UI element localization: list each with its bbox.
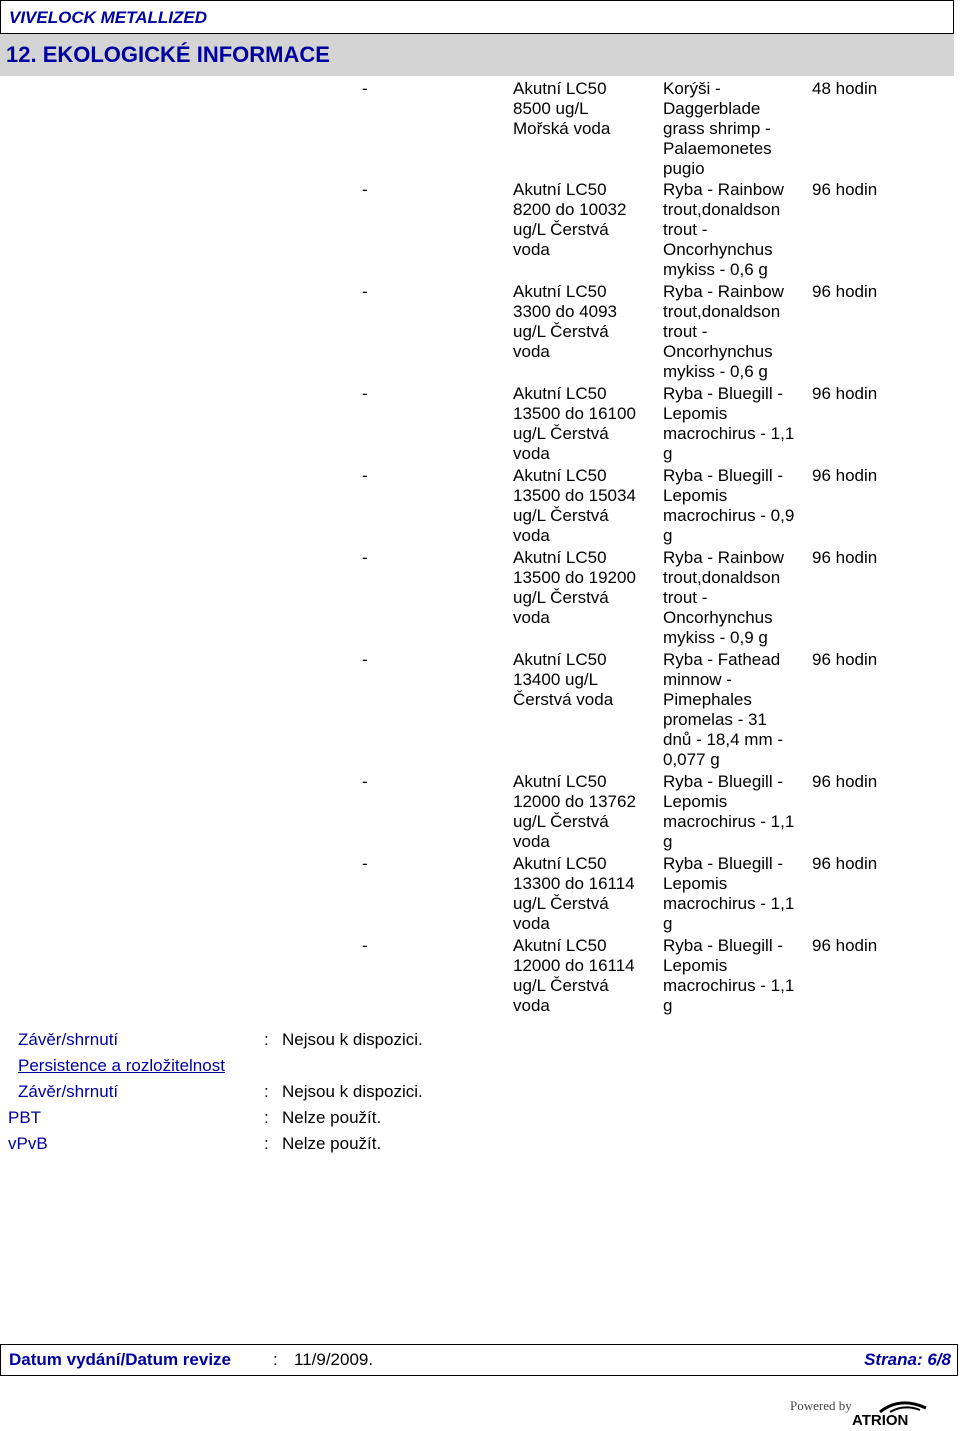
test-result: Akutní LC50 13500 do 19200 ug/L Čerstvá voda: [513, 548, 636, 627]
row-dash: -: [362, 180, 368, 199]
exposure: 96 hodin: [812, 282, 878, 301]
test-result: Akutní LC50 12000 do 16114 ug/L Čerstvá voda: [513, 936, 635, 1015]
species: Ryba - Rainbow trout,donaldson trout - Oncorhynchus mykiss - 0,6 g: [663, 180, 784, 279]
powered-by-logo: [790, 1396, 950, 1428]
colon: :: [264, 1108, 269, 1127]
exposure: 96 hodin: [812, 548, 878, 567]
persistence-heading: Persistence a rozložitelnost: [18, 1056, 225, 1075]
exposure: 96 hodin: [812, 936, 878, 955]
row-dash: -: [362, 548, 368, 567]
conclusion-value: Nejsou k dispozici.: [282, 1082, 423, 1101]
row-dash: -: [362, 79, 368, 98]
species: Ryba - Fathead minnow - Pimephales promelas - 31 dnů - 18,4 mm - 0,077 g: [663, 650, 783, 769]
row-dash: -: [362, 282, 368, 301]
row-dash: -: [362, 384, 368, 403]
vpvb-value: Nelze použít.: [282, 1134, 382, 1153]
row-dash: -: [362, 650, 368, 669]
section-title: 12. EKOLOGICKÉ INFORMACE: [6, 42, 330, 67]
conclusion-value: Nejsou k dispozici.: [282, 1030, 423, 1049]
row-dash: -: [362, 854, 368, 873]
test-result: Akutní LC50 13500 do 15034 ug/L Čerstvá voda: [513, 466, 636, 545]
footer-colon: :: [273, 1350, 278, 1369]
species: Ryba - Bluegill - Lepomis macrochirus - 1,1 g: [663, 854, 795, 933]
test-result: Akutní LC50 13500 do 16100 ug/L Čerstvá voda: [513, 384, 636, 463]
exposure: 96 hodin: [812, 180, 878, 199]
section-header-bar: [0, 34, 954, 76]
test-result: Akutní LC50 8200 do 10032 ug/L Čerstvá voda: [513, 180, 627, 259]
pbt-label: PBT: [8, 1108, 42, 1127]
colon: :: [264, 1030, 269, 1049]
atrion-logo-icon: [850, 1396, 948, 1428]
species: Ryba - Bluegill - Lepomis macrochirus - 0,9 g: [663, 466, 795, 545]
pbt-value: Nelze použít.: [282, 1108, 382, 1127]
colon: :: [264, 1082, 269, 1101]
colon: :: [264, 1134, 269, 1153]
exposure: 96 hodin: [812, 854, 878, 873]
exposure: 48 hodin: [812, 79, 878, 98]
exposure: 96 hodin: [812, 650, 878, 669]
footer-date-label: Datum vydání/Datum revize: [9, 1350, 232, 1369]
species: Ryba - Bluegill - Lepomis macrochirus - 1,1 g: [663, 936, 795, 1015]
exposure: 96 hodin: [812, 772, 878, 791]
page-number: Strana: 6/8: [864, 1350, 951, 1369]
species: Korýši - Daggerblade grass shrimp - Palaemonetes pugio: [663, 79, 772, 178]
row-dash: -: [362, 466, 368, 485]
test-result: Akutní LC50 3300 do 4093 ug/L Čerstvá voda: [513, 282, 617, 361]
logo-text: ATRION: [852, 1412, 909, 1428]
vpvb-label: vPvB: [8, 1134, 48, 1153]
test-result: Akutní LC50 13400 ug/L Čerstvá voda: [513, 650, 614, 709]
footer-date: 11/9/2009.: [294, 1350, 374, 1369]
species: Ryba - Rainbow trout,donaldson trout - Oncorhynchus mykiss - 0,9 g: [663, 548, 784, 647]
footer: [0, 1344, 958, 1376]
species: Ryba - Bluegill - Lepomis macrochirus - 1,1 g: [663, 772, 795, 851]
test-result: Akutní LC50 8500 ug/L Mořská voda: [513, 79, 611, 138]
exposure: 96 hodin: [812, 466, 878, 485]
species: Ryba - Rainbow trout,donaldson trout - Oncorhynchus mykiss - 0,6 g: [663, 282, 784, 381]
test-result: Akutní LC50 12000 do 13762 ug/L Čerstvá voda: [513, 772, 636, 851]
conclusion-label: Závěr/shrnutí: [18, 1030, 119, 1049]
row-dash: -: [362, 936, 368, 955]
species: Ryba - Bluegill - Lepomis macrochirus - 1,1 g: [663, 384, 795, 463]
document-name-bar: [0, 0, 954, 34]
row-dash: -: [362, 772, 368, 791]
conclusion-label: Závěr/shrnutí: [18, 1082, 119, 1101]
exposure: 96 hodin: [812, 384, 878, 403]
powered-by-text: Powered by: [790, 1398, 852, 1413]
product-name: VIVELOCK METALLIZED: [9, 8, 208, 27]
test-result: Akutní LC50 13300 do 16114 ug/L Čerstvá voda: [513, 854, 635, 933]
